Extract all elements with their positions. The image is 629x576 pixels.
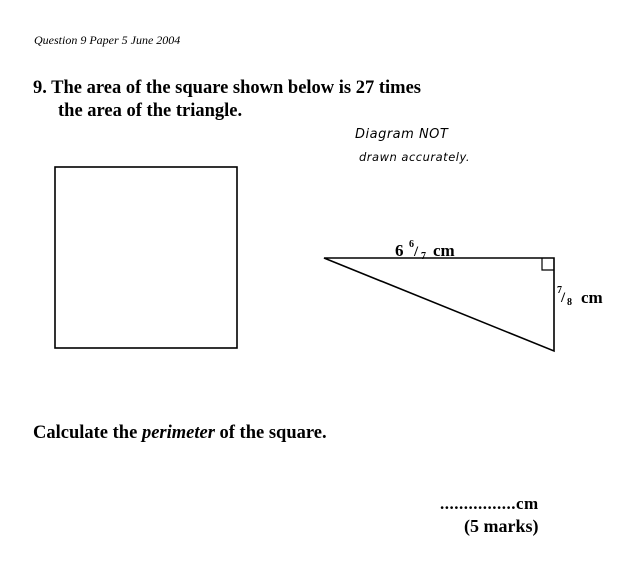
height-fraction-denominator: 8: [567, 297, 572, 308]
base-fraction-denominator: 7: [421, 251, 426, 262]
svg-text:/: /: [414, 244, 419, 260]
base-whole: 6: [395, 241, 404, 260]
svg-text:/: /: [561, 290, 566, 306]
height-unit: cm: [581, 288, 603, 307]
question-text-line-2: the area of the triangle.: [58, 101, 243, 121]
question-text-line-1: 9. The area of the square shown below is 27 times: [33, 78, 422, 98]
triangle-height-label: [557, 285, 603, 308]
diagram-note-line-2: drawn accurately.: [359, 150, 471, 164]
marks-label: (5 marks): [464, 516, 539, 536]
square-shape: [55, 167, 237, 348]
diagram-note-line-1: Diagram NOT: [355, 127, 449, 142]
calc-suffix: of the square.: [214, 423, 327, 443]
question-header: Question 9 Paper 5 June 2004: [34, 33, 181, 47]
base-fraction-numerator: 6: [409, 239, 414, 250]
calc-emphasis: perimeter: [141, 423, 215, 443]
answer-line: ................cm: [440, 494, 539, 513]
height-fraction-numerator: 7: [557, 285, 562, 296]
triangle-shape: [324, 258, 554, 351]
calculate-instruction: [33, 423, 327, 444]
right-angle-marker: [542, 258, 554, 270]
calc-prefix: Calculate the: [33, 423, 142, 443]
base-unit: cm: [433, 241, 455, 260]
